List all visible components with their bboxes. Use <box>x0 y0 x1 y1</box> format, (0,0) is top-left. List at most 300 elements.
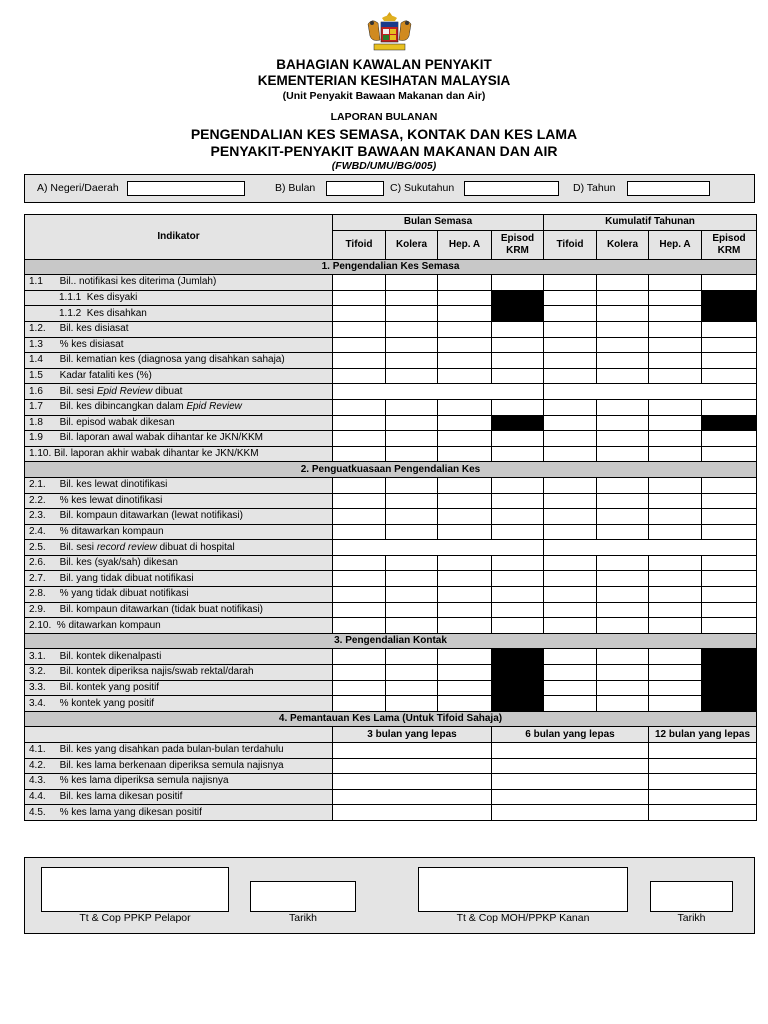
shaded-cell <box>702 680 757 696</box>
indicator-label <box>25 275 333 291</box>
data-cell[interactable] <box>544 509 597 525</box>
data-cell[interactable] <box>492 758 649 774</box>
data-cell[interactable] <box>597 337 649 353</box>
data-cell[interactable] <box>597 477 649 493</box>
moh-signature-label: Tt & Cop MOH/PPKP Kanan <box>456 912 590 924</box>
shaded-cell <box>702 696 757 712</box>
indicator-italic: record review <box>96 541 157 553</box>
data-cell[interactable] <box>702 509 757 525</box>
data-cell[interactable] <box>386 368 438 384</box>
data-cell[interactable] <box>438 493 492 509</box>
moh-signature-box[interactable] <box>418 867 628 912</box>
report-info-form <box>24 174 755 203</box>
data-cell[interactable] <box>438 665 492 681</box>
data-cell[interactable] <box>333 446 386 462</box>
data-cell[interactable] <box>386 555 438 571</box>
data-cell[interactable] <box>386 290 438 306</box>
indicator-text: 3.1. Bil. kontek dikenalpasti <box>29 650 162 662</box>
data-cell[interactable] <box>544 493 597 509</box>
data-cell[interactable] <box>597 353 649 369</box>
data-cell[interactable] <box>597 321 649 337</box>
data-cell[interactable] <box>386 477 438 493</box>
data-cell[interactable] <box>649 758 757 774</box>
data-cell[interactable] <box>438 571 492 587</box>
data-cell[interactable] <box>649 665 702 681</box>
data-cell[interactable] <box>702 431 757 447</box>
header-line-3: (Unit Penyakit Bawaan Makanan dan Air) <box>282 90 486 102</box>
data-cell[interactable] <box>649 431 702 447</box>
data-cell[interactable] <box>386 524 438 540</box>
data-cell[interactable] <box>597 649 649 665</box>
data-cell[interactable] <box>649 493 702 509</box>
indicator-label <box>25 665 333 681</box>
data-cell[interactable] <box>702 555 757 571</box>
data-cell[interactable] <box>649 415 702 431</box>
bulan-input[interactable] <box>326 181 384 196</box>
data-cell[interactable] <box>492 275 544 291</box>
data-cell[interactable] <box>649 306 702 322</box>
data-cell[interactable] <box>597 306 649 322</box>
data-cell[interactable] <box>597 555 649 571</box>
indicator-label <box>25 540 333 556</box>
data-cell[interactable] <box>492 509 544 525</box>
data-cell[interactable] <box>438 555 492 571</box>
indicator-label <box>25 368 333 384</box>
data-cell[interactable] <box>492 555 544 571</box>
table-row <box>25 805 757 821</box>
indicator-text: 2.10. % ditawarkan kompaun <box>29 619 161 631</box>
data-cell[interactable] <box>333 758 492 774</box>
data-cell[interactable] <box>544 571 597 587</box>
data-cell[interactable] <box>544 540 757 556</box>
data-cell[interactable] <box>386 587 438 603</box>
episod-krm-header: Episod KRM <box>492 230 544 259</box>
sukutahun-input[interactable] <box>464 181 559 196</box>
section-row <box>25 462 757 478</box>
moh-date-box[interactable] <box>650 881 733 912</box>
tifoid-header-cum: Tifoid <box>544 230 597 259</box>
data-cell[interactable] <box>544 399 597 415</box>
data-cell[interactable] <box>544 696 597 712</box>
section-2-title: 2. Penguatkuasaan Pengendalian Kes <box>25 462 757 478</box>
table-row <box>25 774 757 790</box>
data-cell[interactable] <box>333 789 492 805</box>
indikator-header: Indikator <box>25 215 333 260</box>
section-row <box>25 711 757 727</box>
report-title: PENGENDALIAN KES SEMASA, KONTAK DAN KES LAMA <box>190 126 578 142</box>
table-row <box>25 618 757 634</box>
section-1-title: 1. Pengendalian Kes Semasa <box>25 259 757 275</box>
shaded-cell <box>492 649 544 665</box>
data-cell[interactable] <box>333 649 386 665</box>
indicator-label <box>25 337 333 353</box>
data-cell[interactable] <box>333 774 492 790</box>
data-cell[interactable] <box>649 587 702 603</box>
data-cell[interactable] <box>386 509 438 525</box>
data-cell[interactable] <box>386 493 438 509</box>
data-cell[interactable] <box>544 649 597 665</box>
data-cell[interactable] <box>438 696 492 712</box>
indicator-text: 2.3. Bil. kompaun ditawarkan (lewat notifikasi) <box>29 510 243 522</box>
empty-header-cell <box>25 727 333 743</box>
data-cell[interactable] <box>438 524 492 540</box>
shaded-cell <box>702 306 757 322</box>
data-cell[interactable] <box>649 524 702 540</box>
data-cell[interactable] <box>492 805 649 821</box>
data-cell[interactable] <box>386 275 438 291</box>
indicator-label <box>25 509 333 525</box>
data-cell[interactable] <box>333 743 492 759</box>
data-cell[interactable] <box>333 540 544 556</box>
data-cell[interactable] <box>597 524 649 540</box>
data-cell[interactable] <box>597 618 649 634</box>
data-cell[interactable] <box>438 321 492 337</box>
table-row <box>25 446 757 462</box>
data-cell[interactable] <box>702 321 757 337</box>
data-cell[interactable] <box>544 306 597 322</box>
data-cell[interactable] <box>597 493 649 509</box>
data-cell[interactable] <box>597 399 649 415</box>
data-cell[interactable] <box>386 665 438 681</box>
shaded-cell <box>492 665 544 681</box>
data-cell[interactable] <box>702 618 757 634</box>
data-cell[interactable] <box>333 602 386 618</box>
indicator-label <box>25 321 333 337</box>
data-cell[interactable] <box>544 321 597 337</box>
data-cell[interactable] <box>597 602 649 618</box>
data-cell[interactable] <box>333 805 492 821</box>
data-cell[interactable] <box>649 509 702 525</box>
data-cell[interactable] <box>333 415 386 431</box>
data-cell[interactable] <box>544 446 597 462</box>
data-cell[interactable] <box>649 680 702 696</box>
indicator-text: 1.10. Bil. laporan akhir wabak dihantar ke JKN/KKM <box>29 448 259 460</box>
indicator-label: 4.5. % kes lama yang dikesan positif <box>25 805 333 821</box>
table-row <box>25 649 757 665</box>
indicator-text: 3.3. Bil. kontek yang positif <box>29 681 160 693</box>
data-cell[interactable] <box>597 446 649 462</box>
indicator-text: 1.2. Bil. kes disiasat <box>29 323 129 335</box>
data-cell[interactable] <box>333 290 386 306</box>
data-cell[interactable] <box>544 415 597 431</box>
data-cell[interactable] <box>492 743 649 759</box>
data-cell[interactable] <box>702 353 757 369</box>
table-row <box>25 789 757 805</box>
pelapor-date-box[interactable] <box>250 881 356 912</box>
data-cell[interactable] <box>386 602 438 618</box>
data-cell[interactable] <box>649 805 757 821</box>
data-cell[interactable] <box>333 321 386 337</box>
data-cell[interactable] <box>386 337 438 353</box>
data-cell[interactable] <box>544 602 597 618</box>
data-cell[interactable] <box>438 353 492 369</box>
data-cell[interactable] <box>597 275 649 291</box>
data-cell[interactable] <box>492 618 544 634</box>
table-row <box>25 540 757 556</box>
data-cell[interactable] <box>333 353 386 369</box>
negeri-input[interactable] <box>127 181 245 196</box>
data-cell[interactable] <box>438 306 492 322</box>
data-cell[interactable] <box>597 696 649 712</box>
data-cell[interactable] <box>333 384 544 400</box>
data-cell[interactable] <box>649 696 702 712</box>
data-cell[interactable] <box>386 431 438 447</box>
indicator-text: 1.1 Bil.. notifikasi kes diterima (Jumlah) <box>29 276 217 288</box>
data-cell[interactable] <box>492 446 544 462</box>
data-cell[interactable] <box>649 477 702 493</box>
data-cell[interactable] <box>597 587 649 603</box>
data-cell[interactable] <box>492 431 544 447</box>
data-cell[interactable] <box>544 477 597 493</box>
data-cell[interactable] <box>438 290 492 306</box>
data-cell[interactable] <box>333 509 386 525</box>
data-cell[interactable] <box>649 275 702 291</box>
data-cell[interactable] <box>386 649 438 665</box>
data-cell[interactable] <box>333 587 386 603</box>
data-cell[interactable] <box>649 571 702 587</box>
data-cell[interactable] <box>649 337 702 353</box>
tifoid-header: Tifoid <box>333 230 386 259</box>
kolera-header: Kolera <box>386 230 438 259</box>
data-cell[interactable] <box>544 680 597 696</box>
indicator-text: 2.5. Bil. sesi <box>29 541 97 553</box>
data-cell[interactable] <box>438 368 492 384</box>
report-subtitle: PENYAKIT-PENYAKIT BAWAAN MAKANAN DAN AIR <box>210 143 558 159</box>
data-cell[interactable] <box>702 602 757 618</box>
table-row <box>25 509 757 525</box>
data-cell[interactable] <box>597 368 649 384</box>
indicator-label <box>25 290 333 306</box>
data-cell[interactable] <box>333 571 386 587</box>
data-cell[interactable] <box>333 680 386 696</box>
data-cell[interactable] <box>649 743 757 759</box>
data-cell[interactable] <box>492 321 544 337</box>
data-cell[interactable] <box>597 415 649 431</box>
data-cell[interactable] <box>702 587 757 603</box>
data-cell[interactable] <box>544 353 597 369</box>
data-cell[interactable] <box>438 415 492 431</box>
data-cell[interactable] <box>544 290 597 306</box>
indicator-label <box>25 493 333 509</box>
data-cell[interactable] <box>702 477 757 493</box>
indicator-text: 2.6. Bil. kes (syak/sah) dikesan <box>29 557 178 569</box>
indicator-text: 1.5 Kadar fataliti kes (%) <box>29 370 152 382</box>
indicator-label: 4.1. Bil. kes yang disahkan pada bulan-bulan terdahulu <box>25 743 333 759</box>
data-cell[interactable] <box>386 446 438 462</box>
indicator-label <box>25 618 333 634</box>
data-cell[interactable] <box>333 555 386 571</box>
data-cell[interactable] <box>544 618 597 634</box>
table-row <box>25 384 757 400</box>
data-cell[interactable] <box>649 618 702 634</box>
data-cell[interactable] <box>492 477 544 493</box>
section-4-header-row <box>25 727 757 743</box>
data-cell[interactable] <box>333 618 386 634</box>
data-cell[interactable] <box>544 368 597 384</box>
indicator-label <box>25 477 333 493</box>
shaded-cell <box>702 415 757 431</box>
data-cell[interactable] <box>492 571 544 587</box>
data-cell[interactable] <box>702 524 757 540</box>
table-row <box>25 758 757 774</box>
data-cell[interactable] <box>649 555 702 571</box>
hepa-header: Hep. A <box>438 230 492 259</box>
data-cell[interactable] <box>544 275 597 291</box>
table-row <box>25 743 757 759</box>
data-cell[interactable] <box>386 571 438 587</box>
pelapor-signature-label: Tt & Cop PPKP Pelapor <box>79 912 191 924</box>
data-cell[interactable] <box>438 649 492 665</box>
data-cell[interactable] <box>386 353 438 369</box>
data-cell[interactable] <box>333 696 386 712</box>
data-cell[interactable] <box>597 665 649 681</box>
data-cell[interactable] <box>649 368 702 384</box>
indicator-label <box>25 446 333 462</box>
data-cell[interactable] <box>702 571 757 587</box>
data-cell[interactable] <box>649 602 702 618</box>
data-cell[interactable] <box>492 587 544 603</box>
data-cell[interactable] <box>544 524 597 540</box>
table-row <box>25 431 757 447</box>
indicator-text: 3.4. % kontek yang positif <box>29 697 155 709</box>
data-cell[interactable] <box>333 337 386 353</box>
data-cell[interactable] <box>597 431 649 447</box>
table-row <box>25 368 757 384</box>
data-cell[interactable] <box>333 493 386 509</box>
data-cell[interactable] <box>333 477 386 493</box>
data-cell[interactable] <box>649 446 702 462</box>
data-cell[interactable] <box>438 680 492 696</box>
hepa-header-cum: Hep. A <box>649 230 702 259</box>
table-row <box>25 321 757 337</box>
data-cell[interactable] <box>702 337 757 353</box>
data-cell[interactable] <box>438 337 492 353</box>
indicator-label <box>25 524 333 540</box>
data-cell[interactable] <box>386 680 438 696</box>
data-cell[interactable] <box>649 789 757 805</box>
table-row <box>25 587 757 603</box>
data-cell[interactable] <box>702 493 757 509</box>
data-cell[interactable] <box>492 524 544 540</box>
data-cell[interactable] <box>492 493 544 509</box>
data-cell[interactable] <box>333 368 386 384</box>
indicator-label <box>25 571 333 587</box>
indicator-label <box>25 602 333 618</box>
indicator-text: 2.9. Bil. kompaun ditawarkan (tidak buat notifikasi) <box>29 603 264 615</box>
pelapor-date-label: Tarikh <box>288 912 317 924</box>
data-cell[interactable] <box>492 353 544 369</box>
indicator-text: 2.8. % yang tidak dibuat notifikasi <box>29 588 189 600</box>
table-row <box>25 602 757 618</box>
indicator-label <box>25 399 333 415</box>
data-cell[interactable] <box>386 696 438 712</box>
data-cell[interactable] <box>333 275 386 291</box>
malaysia-coat-of-arms-icon <box>362 10 417 54</box>
data-cell[interactable] <box>544 555 597 571</box>
data-cell[interactable] <box>649 353 702 369</box>
data-cell[interactable] <box>597 571 649 587</box>
data-cell[interactable] <box>333 399 386 415</box>
data-cell[interactable] <box>544 665 597 681</box>
data-cell[interactable] <box>438 477 492 493</box>
data-cell[interactable] <box>438 587 492 603</box>
section-4-title: 4. Pemantauan Kes Lama (Untuk Tifoid Sahaja) <box>25 711 757 727</box>
table-row <box>25 306 757 322</box>
data-cell[interactable] <box>438 399 492 415</box>
data-cell[interactable] <box>544 431 597 447</box>
indicator-label: 4.3. % kes lama diperiksa semula najisnya <box>25 774 333 790</box>
data-cell[interactable] <box>544 587 597 603</box>
table-row <box>25 571 757 587</box>
shaded-cell <box>702 665 757 681</box>
data-cell[interactable] <box>597 290 649 306</box>
data-cell[interactable] <box>438 618 492 634</box>
indicator-label <box>25 696 333 712</box>
tahun-input[interactable] <box>627 181 710 196</box>
table-row <box>25 555 757 571</box>
indicator-label <box>25 384 333 400</box>
data-cell[interactable] <box>438 509 492 525</box>
data-cell[interactable] <box>333 306 386 322</box>
indicator-text: 2.7. Bil. yang tidak dibuat notifikasi <box>29 572 194 584</box>
data-cell[interactable] <box>702 446 757 462</box>
data-cell[interactable] <box>492 368 544 384</box>
data-cell[interactable] <box>492 774 649 790</box>
data-cell[interactable] <box>597 509 649 525</box>
data-cell[interactable] <box>438 602 492 618</box>
table-row <box>25 353 757 369</box>
data-cell[interactable] <box>492 789 649 805</box>
data-cell[interactable] <box>386 321 438 337</box>
header-line-2: KEMENTERIAN KESIHATAN MALAYSIA <box>257 73 511 88</box>
data-cell[interactable] <box>649 649 702 665</box>
data-cell[interactable] <box>333 665 386 681</box>
data-cell[interactable] <box>702 368 757 384</box>
data-cell[interactable] <box>492 602 544 618</box>
data-cell[interactable] <box>333 431 386 447</box>
data-cell[interactable] <box>438 275 492 291</box>
data-cell[interactable] <box>649 774 757 790</box>
data-cell[interactable] <box>333 524 386 540</box>
indicator-text: 1.9 Bil. laporan awal wabak dihantar ke JKN/KKM <box>29 432 264 444</box>
table-row <box>25 477 757 493</box>
data-cell[interactable] <box>386 415 438 431</box>
data-cell[interactable] <box>597 680 649 696</box>
header-line-4: LAPORAN BULANAN <box>330 111 438 123</box>
data-cell[interactable] <box>438 431 492 447</box>
data-cell[interactable] <box>492 399 544 415</box>
data-cell[interactable] <box>702 275 757 291</box>
indicator-label <box>25 680 333 696</box>
data-cell[interactable] <box>386 399 438 415</box>
data-cell[interactable] <box>702 399 757 415</box>
indicator-tail: dibuat di hospital <box>156 541 235 553</box>
indicator-text: 1.8 Bil. episod wabak dikesan <box>29 416 175 428</box>
data-cell[interactable] <box>386 618 438 634</box>
data-cell[interactable] <box>649 321 702 337</box>
data-cell[interactable] <box>649 290 702 306</box>
data-cell[interactable] <box>438 446 492 462</box>
pelapor-signature-box[interactable] <box>41 867 229 912</box>
indicator-text: 1.7 Bil. kes dibincangkan dalam <box>29 401 187 413</box>
three-months-header: 3 bulan yang lepas <box>333 727 492 743</box>
data-cell[interactable] <box>649 399 702 415</box>
data-cell[interactable] <box>544 384 757 400</box>
data-cell[interactable] <box>492 337 544 353</box>
shaded-cell <box>702 290 757 306</box>
data-cell[interactable] <box>544 337 597 353</box>
data-cell[interactable] <box>386 306 438 322</box>
